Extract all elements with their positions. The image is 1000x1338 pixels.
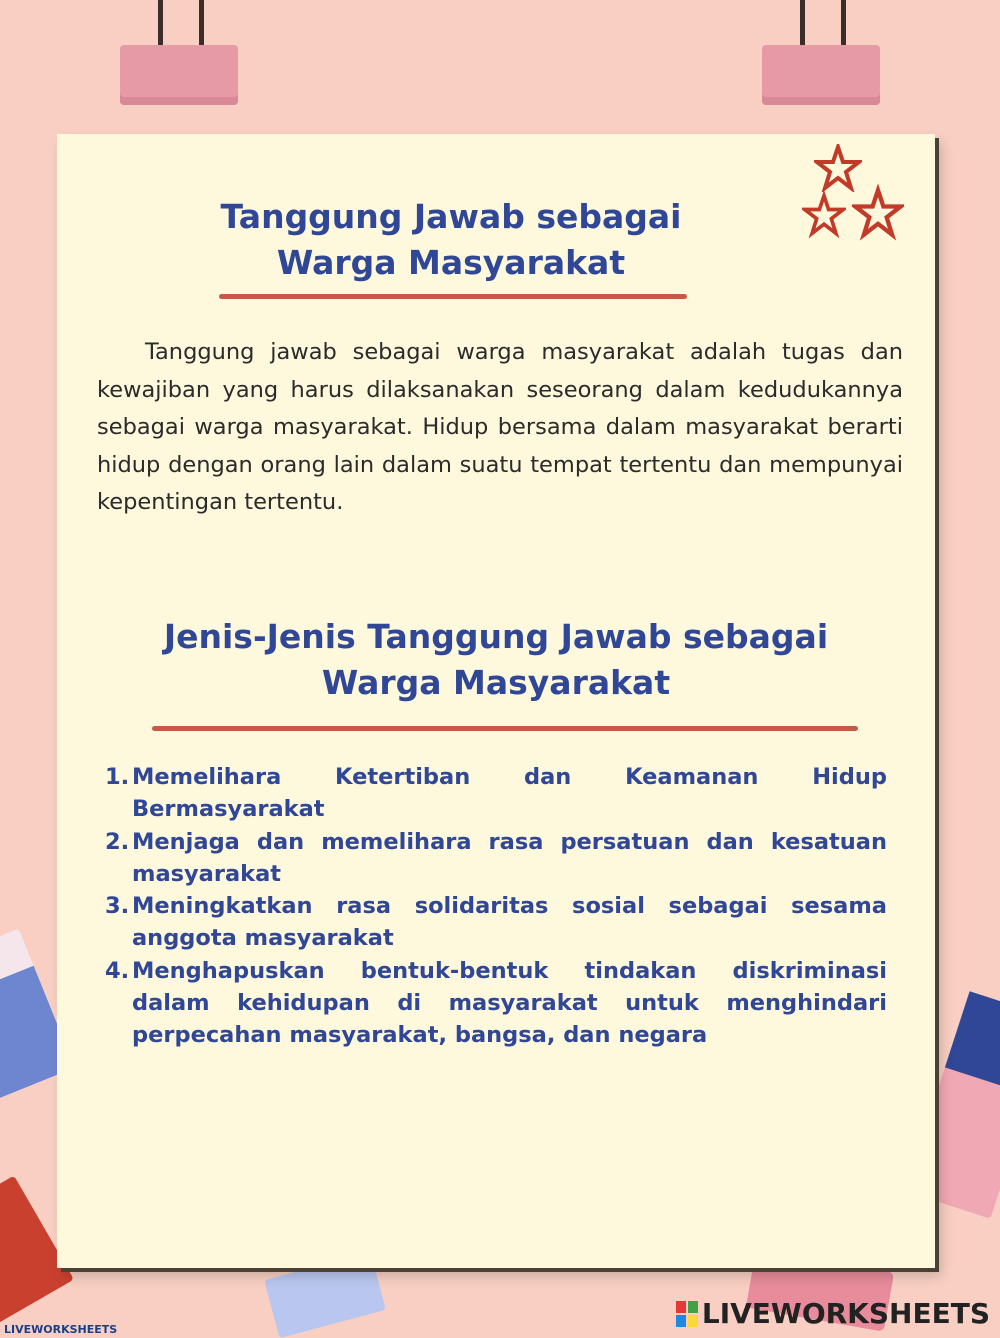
list-item: 3. Meningkatkan rasa solidaritas sosial sebagai sesama anggota masyarakat xyxy=(105,893,887,952)
liveworksheets-text: LIVEWORKSHEETS xyxy=(701,1297,990,1330)
liveworksheets-icon xyxy=(676,1301,698,1327)
binder-clip-right xyxy=(762,0,880,110)
liveworksheets-small-logo: LIVEWORKSHEETS xyxy=(4,1323,118,1336)
main-title-underline xyxy=(219,294,687,299)
section-title-line1: Jenis-Jenis Tanggung Jawab sebagai xyxy=(163,617,829,656)
main-title xyxy=(57,194,935,286)
list-item: 2. Menjaga dan memelihara rasa persatuan dan kesatuan masyarakat xyxy=(105,828,887,887)
main-title-line1: Tanggung Jawab sebagai xyxy=(220,197,682,236)
intro-paragraph: Tanggung jawab sebagai warga masyarakat adalah tugas dan kewajiban yang harus dilaksanakan seseorang dalam kedudukannya sebagai warga masyarakat. Hidup bersama dalam masyarakat berarti hidup dengan orang lain dalam suatu tempat tertentu dan mempunyai kepentingan tertentu. xyxy=(97,339,903,515)
section-title xyxy=(57,614,935,706)
binder-clip-left xyxy=(120,0,238,110)
main-title-line2: Warga Masyarakat xyxy=(276,243,626,282)
worksheet-paper xyxy=(57,134,935,1268)
section-title-line2: Warga Masyarakat xyxy=(321,663,671,702)
list-item: 4. Menghapuskan bentuk-bentuk tindakan diskriminasi dalam kehidupan di masyarakat untuk menghindari perpecahan masyarakat, bangsa, dan negara xyxy=(105,957,887,1049)
responsibility-list xyxy=(97,761,887,1052)
list-item: 1. Memelihara Ketertiban dan Keamanan Hidup Bermasyarakat xyxy=(105,764,887,823)
section-title-underline xyxy=(152,726,858,731)
liveworksheets-logo[interactable] xyxy=(676,1297,990,1330)
